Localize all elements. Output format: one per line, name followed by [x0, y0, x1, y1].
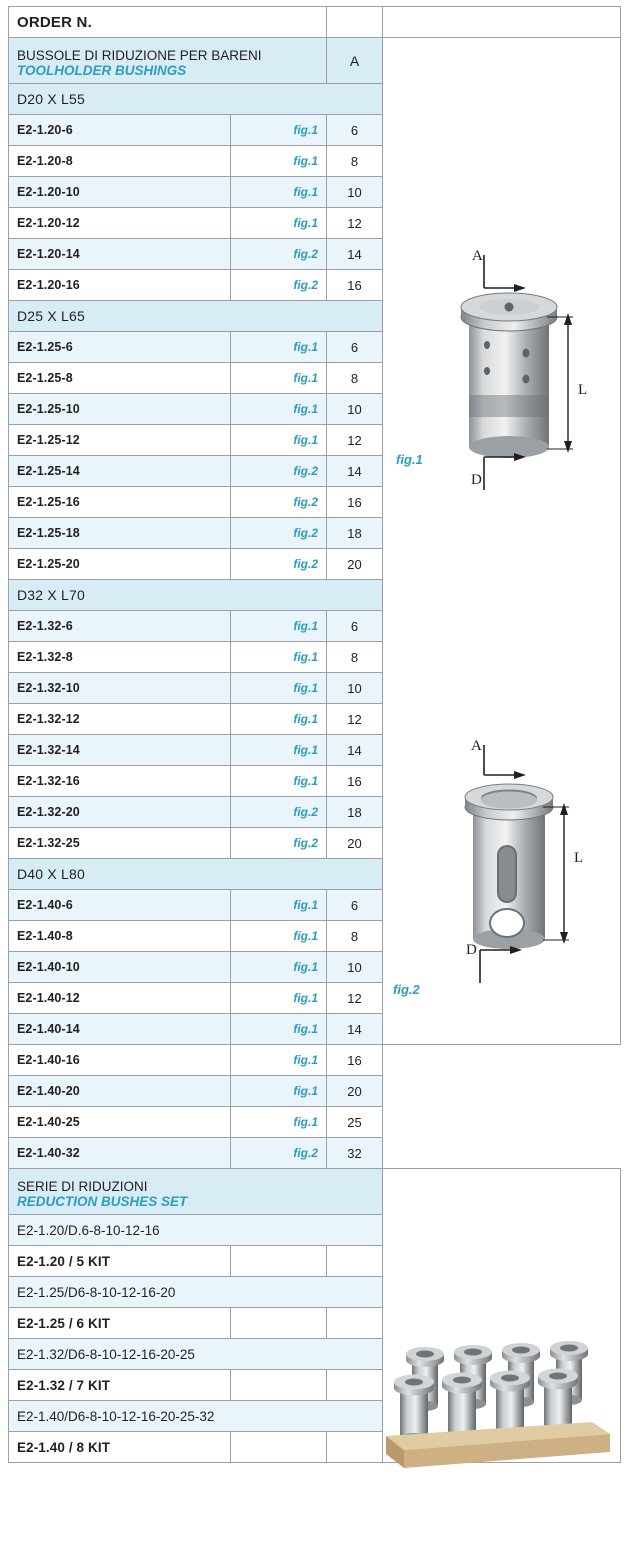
section-title-cell [9, 38, 327, 84]
a-value: 16 [327, 270, 383, 301]
group-label-3: D40 X L80 [9, 859, 383, 890]
product-code: E2-1.25-8 [9, 363, 231, 394]
figure-ref: fig.1 [231, 146, 327, 177]
header-empty-a [327, 7, 383, 38]
a-value: 8 [327, 146, 383, 177]
figure-ref: fig.1 [231, 332, 327, 363]
figure-ref: fig.1 [231, 704, 327, 735]
table-header-row [9, 7, 621, 38]
a-value: 8 [327, 642, 383, 673]
fig2-dim-a-label: A [471, 738, 482, 754]
product-code: E2-1.32-14 [9, 735, 231, 766]
figure-ref: fig.1 [231, 1014, 327, 1045]
a-value: 25 [327, 1107, 383, 1138]
product-code: E2-1.20-14 [9, 239, 231, 270]
a-value: 14 [327, 735, 383, 766]
product-code: E2-1.25-6 [9, 332, 231, 363]
figure-ref: fig.1 [231, 177, 327, 208]
product-code: E2-1.32-25 [9, 828, 231, 859]
set-kit-empty2 [327, 1432, 383, 1463]
set-kit-code: E2-1.25 / 6 KIT [9, 1308, 231, 1339]
a-value: 12 [327, 983, 383, 1014]
a-value: 12 [327, 425, 383, 456]
set-kit-empty [231, 1308, 327, 1339]
figure-ref: fig.2 [231, 270, 327, 301]
table-row [9, 1045, 621, 1076]
figure-ref: fig.1 [231, 735, 327, 766]
set-kit-empty [231, 1432, 327, 1463]
product-code: E2-1.32-10 [9, 673, 231, 704]
set-kit-code: E2-1.20 / 5 KIT [9, 1246, 231, 1277]
fig1-dim-d-label: D [471, 472, 482, 488]
set-kit-empty2 [327, 1308, 383, 1339]
figure-ref: fig.1 [231, 611, 327, 642]
figure-ref: fig.1 [231, 952, 327, 983]
a-value: 12 [327, 704, 383, 735]
product-code: E2-1.25-16 [9, 487, 231, 518]
figure-ref: fig.1 [231, 983, 327, 1014]
a-value: 10 [327, 673, 383, 704]
figure-ref: fig.1 [231, 1045, 327, 1076]
a-value: 6 [327, 115, 383, 146]
section-title-row [9, 38, 621, 84]
a-value: 18 [327, 518, 383, 549]
sets-title-cell [9, 1169, 383, 1215]
product-code: E2-1.20-8 [9, 146, 231, 177]
a-value: 8 [327, 363, 383, 394]
figure-ref: fig.1 [231, 1107, 327, 1138]
product-code: E2-1.40-12 [9, 983, 231, 1014]
product-code: E2-1.20-16 [9, 270, 231, 301]
fig2-dim-d-label: D [466, 942, 477, 958]
a-value: 14 [327, 456, 383, 487]
fig1-label: fig.1 [396, 452, 423, 467]
figure-ref: fig.2 [231, 797, 327, 828]
a-value: 20 [327, 828, 383, 859]
a-value: 10 [327, 177, 383, 208]
set-kit-code: E2-1.40 / 8 KIT [9, 1432, 231, 1463]
a-value: 6 [327, 611, 383, 642]
table-row [9, 1107, 621, 1138]
figure-ref: fig.1 [231, 642, 327, 673]
fig2-label: fig.2 [393, 982, 420, 997]
product-code: E2-1.40-25 [9, 1107, 231, 1138]
figure-ref: fig.1 [231, 425, 327, 456]
section-title-it: BUSSOLE DI RIDUZIONE PER BARENI [17, 47, 262, 63]
a-value: 10 [327, 394, 383, 425]
section-title-en: TOOLHOLDER BUSHINGS [17, 62, 187, 78]
a-value: 20 [327, 549, 383, 580]
set-description: E2-1.32/D6-8-10-12-16-20-25 [9, 1339, 383, 1370]
figure-ref: fig.1 [231, 766, 327, 797]
figure-ref: fig.1 [231, 921, 327, 952]
a-value: 20 [327, 1076, 383, 1107]
set-kit-empty [231, 1246, 327, 1277]
a-value: 12 [327, 208, 383, 239]
a-value: 16 [327, 1045, 383, 1076]
product-code: E2-1.25-20 [9, 549, 231, 580]
product-code: E2-1.40-14 [9, 1014, 231, 1045]
table-row [9, 1076, 621, 1107]
set-description: E2-1.25/D6-8-10-12-16-20 [9, 1277, 383, 1308]
group-label-0: D20 X L55 [9, 84, 383, 115]
product-code: E2-1.32-6 [9, 611, 231, 642]
product-code: E2-1.25-14 [9, 456, 231, 487]
product-code: E2-1.40-32 [9, 1138, 231, 1169]
fig1-dim-a-label: A [472, 248, 483, 264]
a-value: 16 [327, 766, 383, 797]
product-code: E2-1.40-6 [9, 890, 231, 921]
product-code: E2-1.20-12 [9, 208, 231, 239]
a-value: 32 [327, 1138, 383, 1169]
set-kit-empty2 [327, 1370, 383, 1401]
product-code: E2-1.25-12 [9, 425, 231, 456]
fig1-drawing [440, 245, 620, 495]
product-code: E2-1.40-8 [9, 921, 231, 952]
a-value: 14 [327, 1014, 383, 1045]
fig1-dim-l-label: L [578, 382, 588, 398]
product-code: E2-1.32-20 [9, 797, 231, 828]
product-code: E2-1.25-10 [9, 394, 231, 425]
sets-title-row [9, 1169, 621, 1215]
set-kit-empty [231, 1370, 327, 1401]
figure-ref: fig.2 [231, 518, 327, 549]
figure-ref: fig.2 [231, 239, 327, 270]
set-description: E2-1.40/D6-8-10-12-16-20-25-32 [9, 1401, 383, 1432]
sets-title-en: REDUCTION BUSHES SET [17, 1193, 188, 1209]
kit-photo [380, 1318, 618, 1498]
column-header-a: A [327, 38, 383, 84]
a-value: 8 [327, 921, 383, 952]
a-value: 14 [327, 239, 383, 270]
figure-ref: fig.2 [231, 828, 327, 859]
product-code: E2-1.40-16 [9, 1045, 231, 1076]
figure-ref: fig.1 [231, 673, 327, 704]
set-kit-code: E2-1.32 / 7 KIT [9, 1370, 231, 1401]
figure-ref: fig.2 [231, 1138, 327, 1169]
a-value: 6 [327, 332, 383, 363]
group-label-2: D32 X L70 [9, 580, 383, 611]
a-value: 18 [327, 797, 383, 828]
product-code: E2-1.32-12 [9, 704, 231, 735]
order-no-header: ORDER N. [9, 7, 327, 38]
figure-ref: fig.2 [231, 487, 327, 518]
header-empty-img [383, 7, 621, 38]
figure-ref: fig.2 [231, 549, 327, 580]
product-code: E2-1.40-20 [9, 1076, 231, 1107]
sets-title-it: SERIE DI RIDUZIONI [17, 1178, 148, 1194]
product-code: E2-1.40-10 [9, 952, 231, 983]
fig2-dim-l-label: L [574, 850, 584, 866]
group-label-1: D25 X L65 [9, 301, 383, 332]
product-code: E2-1.32-8 [9, 642, 231, 673]
a-value: 6 [327, 890, 383, 921]
set-description: E2-1.20/D.6-8-10-12-16 [9, 1215, 383, 1246]
product-code: E2-1.20-10 [9, 177, 231, 208]
figure-ref: fig.1 [231, 115, 327, 146]
figure-ref: fig.1 [231, 890, 327, 921]
figure-ref: fig.2 [231, 456, 327, 487]
figure-ref: fig.1 [231, 1076, 327, 1107]
set-kit-empty2 [327, 1246, 383, 1277]
figure-ref: fig.1 [231, 363, 327, 394]
figure-ref: fig.1 [231, 208, 327, 239]
a-value: 16 [327, 487, 383, 518]
a-value: 10 [327, 952, 383, 983]
product-code: E2-1.20-6 [9, 115, 231, 146]
product-code: E2-1.25-18 [9, 518, 231, 549]
table-row [9, 1138, 621, 1169]
product-code: E2-1.32-16 [9, 766, 231, 797]
figure-ref: fig.1 [231, 394, 327, 425]
